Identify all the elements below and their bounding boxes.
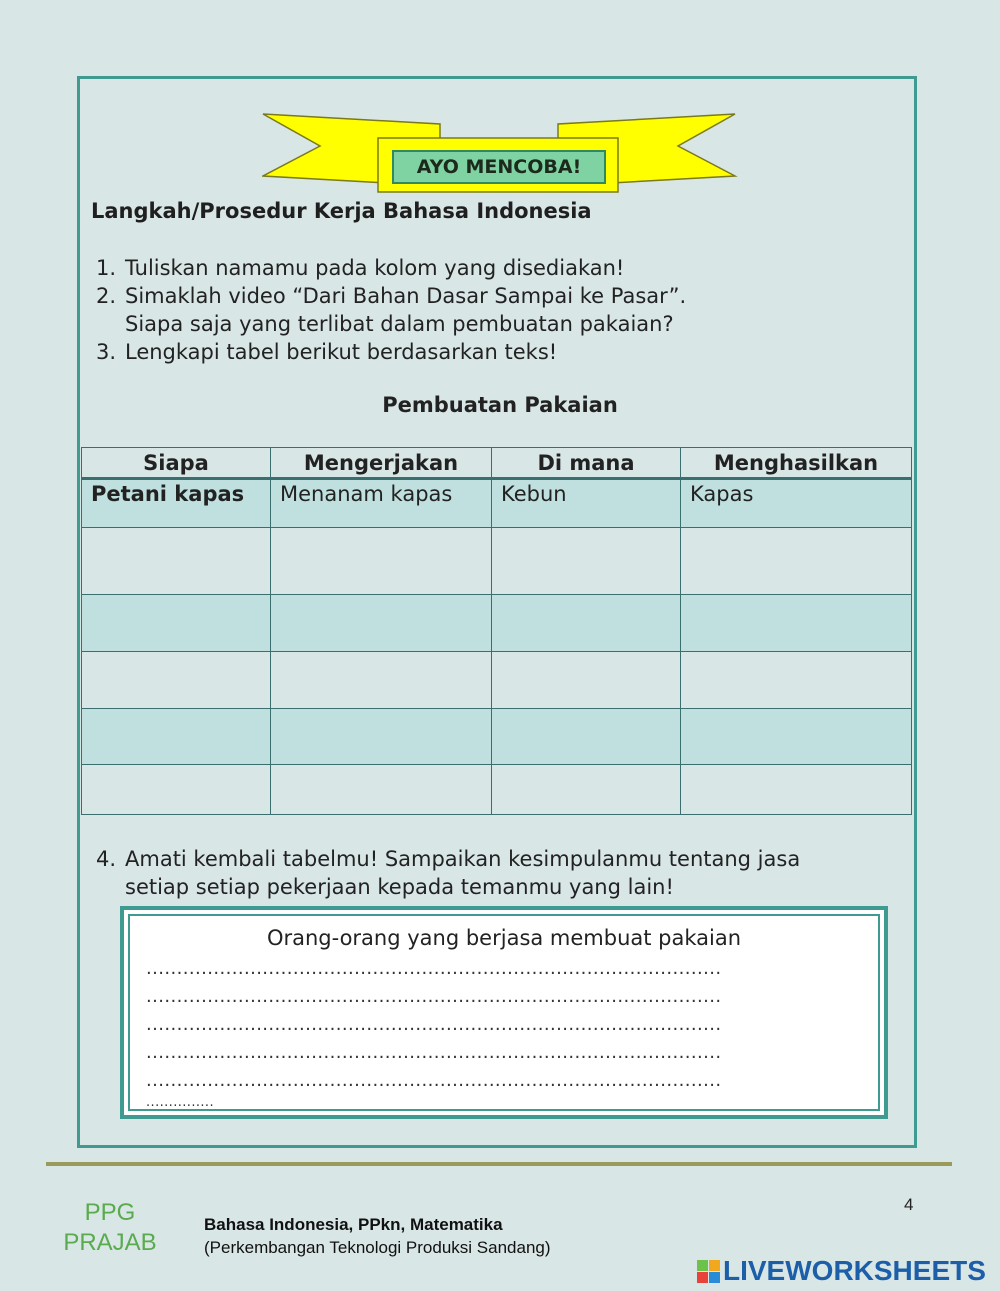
table-row [82,765,912,815]
liveworksheets-blocks-icon [697,1260,720,1283]
instruction-text: Lengkapi tabel berikut berdasarkan teks! [125,340,558,364]
answer-dotted-line[interactable]: .............................................................................................. [146,986,722,1007]
instruction-item-4 [96,845,800,901]
cell-mengerjakan-input[interactable] [271,652,492,709]
cell-mengerjakan-input[interactable] [271,765,492,815]
cell-di-mana-input[interactable] [492,595,681,652]
instruction-text: Amati kembali tabelmu! Sampaikan kesimpulanmu tentang jasa [125,847,801,871]
page-number: 4 [904,1195,914,1214]
instruction-number: 1. [96,256,117,280]
cell-siapa-input[interactable] [82,709,271,765]
answer-box-title: Orang-orang yang berjasa membuat pakaian [266,926,742,950]
table-row [82,595,912,652]
footer-divider [46,1162,952,1166]
ppg-label-line2: PRAJAB [63,1229,157,1256]
instruction-item [96,282,896,338]
instruction-number: 2. [96,284,117,308]
clothing-production-table [81,447,912,815]
ayo-mencoba-label: AYO MENCOBA! [392,150,606,184]
header-di-mana: Di mana [492,448,681,479]
header-menghasilkan: Menghasilkan [681,448,912,479]
table-header-row [82,448,912,479]
instruction-text: setiap setiap pekerjaan kepada temanmu yang lain! [125,875,674,899]
answer-box[interactable] [120,906,888,1119]
cell-menghasilkan-input[interactable] [681,709,912,765]
instruction-item [96,254,896,282]
cell-menghasilkan-input[interactable] [681,595,912,652]
ppg-label-line1: PPG [84,1199,136,1226]
answer-dotted-line[interactable]: .............................................................................................. [146,1070,722,1091]
cell-siapa-input[interactable] [82,765,271,815]
table-row [82,479,912,528]
cell-di-mana-input[interactable] [492,709,681,765]
instruction-text: Tuliskan namamu pada kolom yang disediakan! [125,256,625,280]
cell-mengerjakan-input[interactable] [271,595,492,652]
cell-siapa: Petani kapas [82,479,271,528]
instruction-number: 4. [96,847,117,871]
cell-mengerjakan-input[interactable] [271,528,492,595]
cell-siapa-input[interactable] [82,528,271,595]
cell-menghasilkan-input[interactable] [681,652,912,709]
cell-siapa-input[interactable] [82,595,271,652]
header-mengerjakan: Mengerjakan [271,448,492,479]
ppg-prajab-label [40,1198,180,1258]
answer-dotted-line[interactable]: ............... [146,1095,214,1110]
table-row [82,652,912,709]
cell-di-mana-input[interactable] [492,528,681,595]
table-title: Pembuatan Pakaian [382,393,618,417]
liveworksheets-wordmark: LIVEWORKSHEETS [723,1255,986,1286]
instruction-text: Simaklah video “Dari Bahan Dasar Sampai ke Pasar”. [125,284,687,308]
cell-di-mana-input[interactable] [492,765,681,815]
footer-subjects: Bahasa Indonesia, PPkn, Matematika [204,1215,503,1234]
liveworksheets-logo[interactable] [697,1255,986,1287]
instruction-list [96,254,896,366]
instruction-item [96,338,896,366]
answer-box-inner [128,914,880,1111]
cell-siapa-input[interactable] [82,652,271,709]
table-row [82,528,912,595]
table-row [82,709,912,765]
instruction-text: Siapa saja yang terlibat dalam pembuatan pakaian? [125,312,674,336]
answer-dotted-line[interactable]: .............................................................................................. [146,1042,722,1063]
cell-mengerjakan-input[interactable] [271,709,492,765]
cell-di-mana-input[interactable] [492,652,681,709]
cell-di-mana: Kebun [492,479,681,528]
answer-dotted-line[interactable]: .............................................................................................. [146,958,722,979]
footer-subtitle: (Perkembangan Teknologi Produksi Sandang) [204,1238,551,1257]
procedure-heading: Langkah/Prosedur Kerja Bahasa Indonesia [91,199,592,223]
cell-menghasilkan-input[interactable] [681,765,912,815]
cell-menghasilkan-input[interactable] [681,528,912,595]
answer-dotted-line[interactable]: .............................................................................................. [146,1014,722,1035]
cell-mengerjakan: Menanam kapas [271,479,492,528]
instruction-number: 3. [96,340,117,364]
cell-menghasilkan: Kapas [681,479,912,528]
header-siapa: Siapa [82,448,271,479]
